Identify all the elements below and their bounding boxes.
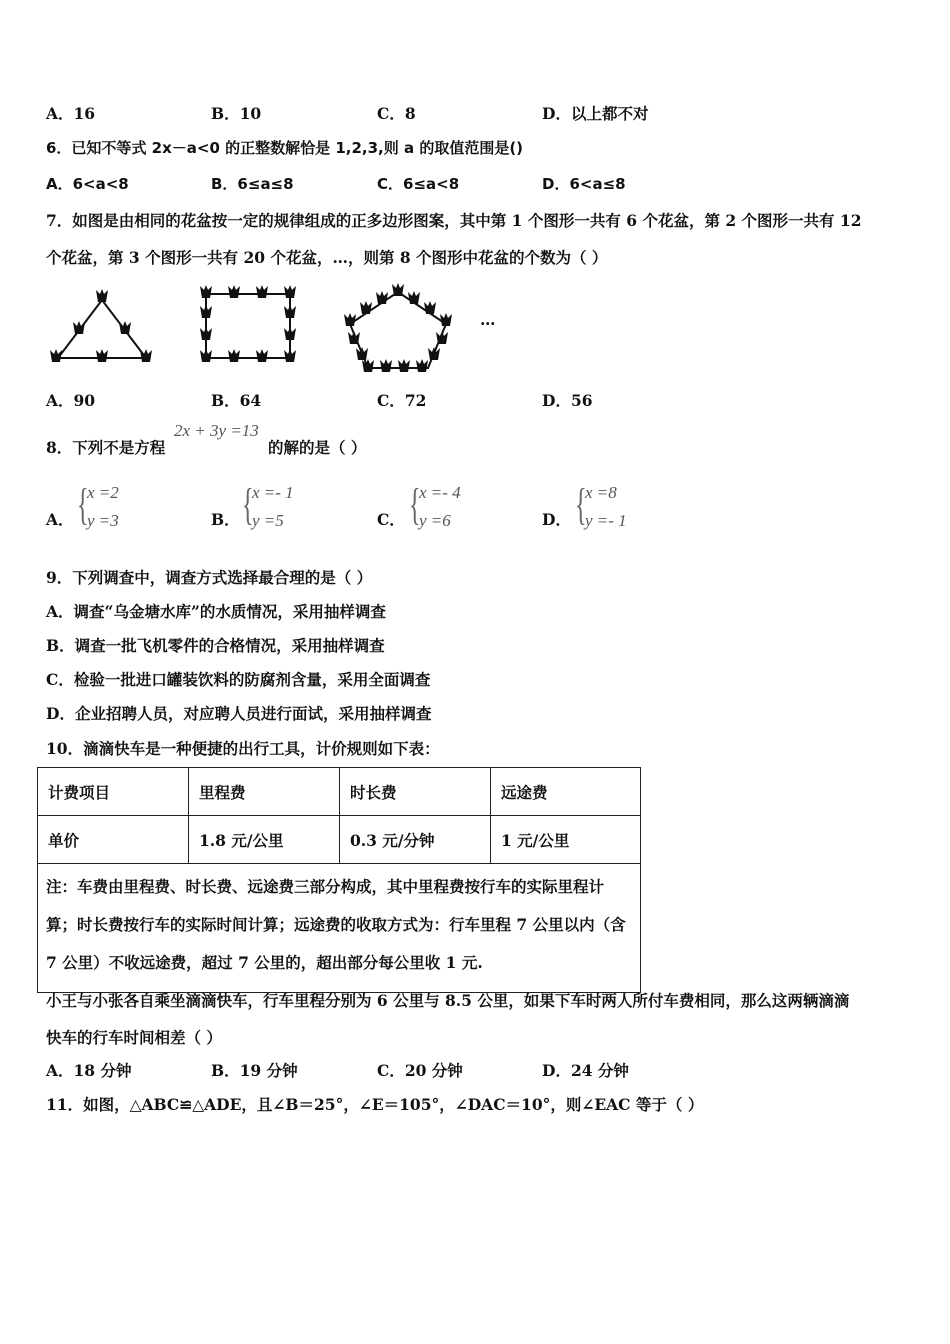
q5-option-b: B．10 <box>211 104 262 123</box>
q8-equation: 2x + 3y =13 <box>174 421 259 440</box>
table-cell: 1 元/公里 <box>491 816 641 864</box>
table-header-cell: 远途费 <box>491 768 641 816</box>
figure-pentagon-pots <box>340 282 456 376</box>
table-header-cell: 里程费 <box>189 768 340 816</box>
q9-option-b: B．调查一批飞机零件的合格情况，采用抽样调查 <box>46 636 385 655</box>
q7-stem-line2: 个花盆，第 3 个图形一共有 20 个花盆，…，则第 8 个图形中花盆的个数为（ ） <box>46 248 608 267</box>
q8-a-row1: x =2 <box>87 483 119 502</box>
q8-option-c-system: { x =- 4 y =6 <box>409 480 461 530</box>
q8-option-c-label: C． <box>377 510 405 529</box>
q7-option-c: C．72 <box>377 391 427 410</box>
q9-stem: 9．下列调查中，调查方式选择最合理的是（ ） <box>46 568 373 587</box>
q8-c-row2: y =6 <box>419 511 451 530</box>
q8-stem-after: 的解的是（ ） <box>268 438 367 457</box>
figure-square-pots <box>196 284 300 370</box>
q8-stem-before: 8．下列不是方程 <box>46 438 166 457</box>
q8-c-row1: x =- 4 <box>419 483 461 502</box>
table-cell: 1.8 元/公里 <box>189 816 340 864</box>
q5-option-a: A．16 <box>46 104 96 123</box>
q10-stem: 10．滴滴快车是一种便捷的出行工具，计价规则如下表： <box>46 739 440 758</box>
table-note: 注：车费由里程费、时长费、远途费三部分构成，其中里程费按行车的实际里程计算；时长费按行车的实际时间计算；远途费的收取方式为：行车里程 7 公里以内（含 7 公里）不收远途费，超过 7 公里的，超出部分每公里收 1 元. <box>38 864 641 993</box>
q8-b-row2: y =5 <box>252 511 284 530</box>
q10-after-line2: 快车的行车时间相差（ ） <box>46 1028 222 1047</box>
table-note-row <box>38 864 641 993</box>
table-header-cell: 计费项目 <box>38 768 189 816</box>
table-cell: 0.3 元/分钟 <box>340 816 491 864</box>
q9-option-a: A．调查“乌金塘水库”的水质情况，采用抽样调查 <box>46 602 386 621</box>
q10-option-d: D．24 分钟 <box>542 1061 629 1080</box>
q6-option-c: C．6≤a<8 <box>377 175 460 193</box>
q10-option-a: A．18 分钟 <box>46 1061 132 1080</box>
table-header-cell: 时长费 <box>340 768 491 816</box>
q10-after-line1: 小王与小张各自乘坐滴滴快车，行车里程分别为 6 公里与 8.5 公里，如果下车时两人所付车费相同，那么这两辆滴滴 <box>46 991 850 1010</box>
table-header-row <box>38 768 641 816</box>
q5-option-d: D．以上都不对 <box>542 104 649 123</box>
q8-option-b-system: { x =- 1 y =5 <box>242 480 294 530</box>
q7-option-a: A．90 <box>46 391 96 410</box>
q8-option-d-system: { x =8 y =- 1 <box>575 480 627 530</box>
q7-option-b: B．64 <box>211 391 262 410</box>
q6-option-b: B．6≤a≤8 <box>211 175 294 193</box>
q7-option-d: D．56 <box>542 391 593 410</box>
q8-option-a-system: { x =2 y =3 <box>77 480 119 530</box>
table-cell: 单价 <box>38 816 189 864</box>
q10-option-b: B．19 分钟 <box>211 1061 298 1080</box>
q8-d-row2: y =- 1 <box>585 511 627 530</box>
figure-triangle-pots <box>46 286 158 370</box>
q8-option-b-label: B． <box>211 510 240 529</box>
pricing-table <box>37 767 641 993</box>
q7-stem-line1: 7．如图是由相同的花盆按一定的规律组成的正多边形图案，其中第 1 个图形一共有 6 个花盆，第 2 个图形一共有 12 <box>46 211 862 230</box>
q8-a-row2: y =3 <box>87 511 119 530</box>
q8-b-row1: x =- 1 <box>252 483 294 502</box>
q9-option-d: D．企业招聘人员，对应聘人员进行面试，采用抽样调查 <box>46 704 432 723</box>
q8-d-row1: x =8 <box>585 483 617 502</box>
q6-option-a: A．6<a<8 <box>46 175 129 193</box>
q5-option-c: C．8 <box>377 104 416 123</box>
q8-option-d-label: D． <box>542 510 571 529</box>
q6-option-d: D．6<a≤8 <box>542 175 626 193</box>
q9-option-c: C．检验一批进口罐装饮料的防腐剂含量，采用全面调查 <box>46 670 431 689</box>
q7-ellipsis: … <box>480 310 496 329</box>
table-row <box>38 816 641 864</box>
q6-stem: 6．已知不等式 2x－a<0 的正整数解恰是 1,2,3,则 a 的取值范围是() <box>46 139 524 157</box>
q8-option-a-label: A． <box>46 510 74 529</box>
q10-option-c: C．20 分钟 <box>377 1061 463 1080</box>
q11-stem: 11．如图，△ABC≌△ADE，且∠B＝25°，∠E＝105°，∠DAC＝10°，则∠EAC 等于（ ） <box>46 1095 704 1114</box>
